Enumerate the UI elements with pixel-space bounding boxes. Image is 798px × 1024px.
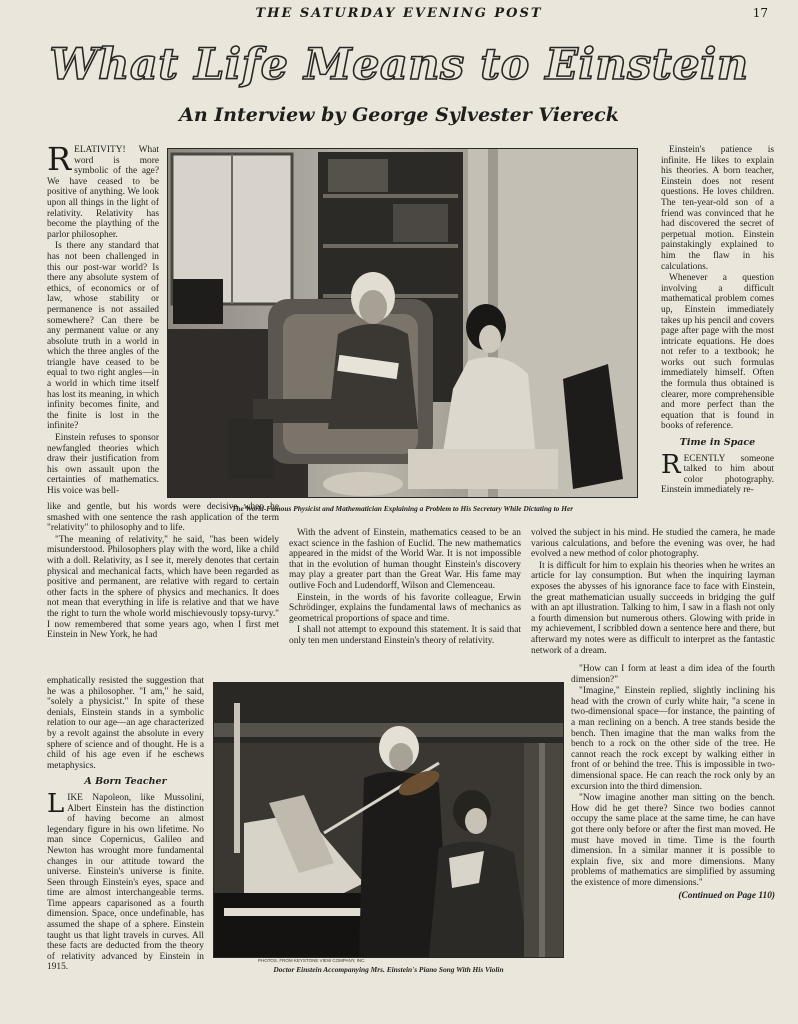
paragraph: volved the subject in his mind. He studied the camera, he made various calculations, and before the evening was over, he had evolved a new method of color photography.	[531, 528, 775, 560]
paragraph: LIKE Napoleon, like Mussolini, Albert Einstein has the distinction of having become an almost legendary figure in his own lifetime. No man since Copernicus, Galileo and Newton has wrought more fundamental changes in our attitude toward the universe. Einstein's universe is finite. Seen through Einstein's eyes, space and time are almost interchangeable terms. Time appears caparisoned as a fourth dimension. Space, once undefinable, has assumed the shape of a sphere. Einstein taught us that light travels in curves. All these facts are deducted from the theory of relativity advanced by Einstein in 1915.	[47, 788, 204, 973]
column-middle	[289, 528, 521, 668]
column-left-bottom	[47, 676, 204, 976]
paragraph: like and gentle, but his words were decisive when he smashed with one sentence the rash application of the term "relativity" to philosophy and to life.	[47, 502, 279, 534]
continued-notice: (Continued on Page 110)	[678, 891, 775, 902]
photo-caption-top: The World-Famous Physicist and Mathematician Explaining a Problem to His Secretary While Dictating to Her	[231, 504, 574, 513]
paragraph: Einstein, in the words of his favorite colleague, Erwin Schrödinger, explains the fundamental laws of mechanics as geometrical proportions of space and time.	[289, 592, 521, 624]
masthead: THE SATURDAY EVENING POST	[255, 6, 543, 21]
photo-caption-bottom: Doctor Einstein Accompanying Mrs. Einstein's Piano Song With His Violin	[273, 965, 504, 974]
column-right-bottom	[571, 664, 775, 982]
article-byline: An Interview by George Sylvester Viereck	[179, 104, 619, 126]
paragraph: "The meaning of relativity," he said, "has been widely misunderstood. Philosophers play with the word, like a child with a doll. Relativity, as I see it, merely denotes that certain physical and mechanical facts, which have been regarded as positive and permanent, are relative with regard to certain other facts in the sphere of physics and mechanics. It does not mean that everything in life is relative and that we have the right to turn the whole world mischievously topsy-turvy." I now remembered that some years ago, when I first met Einstein in New York, he had	[47, 534, 279, 641]
column-right-wide	[531, 528, 775, 660]
paragraph: Is there any standard that has not been challenged in this our post-war world? Is there any absolute system of ethics, of economics or of law, whose stability or permanence is not assailed somewhere? Can there be any permanent value or any absolute truth in a world in which the three angles of the triangle have ceased to be equal to two right angles—in a world in which time itself has lost its meaning, in which infinity becomes finite, and the finite is lost in the infinite?	[47, 241, 159, 432]
section-heading: Time in Space	[679, 437, 756, 449]
paragraph: I shall not attempt to expound this statement. It is said that only ten men understand Einstein's theory of relativity.	[289, 625, 521, 646]
drop-cap: R	[47, 145, 72, 178]
paragraph: "Imagine," Einstein replied, slightly inclining his head with the crown of curly white hair, "a scene in two-dimensional space—for instance, the painting of a man reclining on a bench. A tree stands beside the bench. Then imagine that the man walks from the bench to a rock on the other side of the tree. He cannot reach the rock except by walking either in front of or behind the tree. This is impossible in two-dimensional space. He can reach the rock only by an excursion into the third dimension.	[571, 686, 775, 792]
drop-cap: L	[47, 788, 65, 819]
column-left-wide	[47, 502, 279, 674]
page-number: 17	[752, 6, 768, 20]
column-right-top	[661, 145, 774, 522]
paragraph: Einstein's patience is infinite. He likes to explain his theories. A born teacher, Einstein does not resent questions. He loves children. The ten-year-old son of a friend was convinced that he had discovered the secret of perpetual motion. Einstein painstakingly explained to him the flaw in his calculations.	[661, 145, 774, 272]
photo-einstein-dictating	[167, 148, 638, 498]
paragraph: Einstein refuses to sponsor newfangled theories which draw their justification from his own assault upon the certainties of mathematics. His voice was bell-	[47, 433, 159, 496]
column-left-top	[47, 145, 159, 501]
paragraph: Whenever a question involving a difficult mathematical problem comes up, Einstein immediately takes up his pencil and covers page after page with the most intricate equations. He does not refer to a textbook; he works out such formulas immediately himself. Often the formula thus obtained is clearer, more comprehensible and more perfect than the equation that is found in books of reference.	[661, 273, 774, 432]
paragraph: RECENTLY someone talked to him about color photography. Einstein immediately re-	[661, 449, 774, 496]
paragraph: "How can I form at least a dim idea of the fourth dimension?"	[571, 664, 775, 685]
paragraph: It is difficult for him to explain his theories when he writes an article for lay consumption. But when the inquiring layman exposes the abysses of his ignorance face to face with Einstein, the great mathematician usually succeeds in bridging the gulf with an apt illustration. Talking to him, I saw in a flash not only a fourth dimension but numerous others. Glowing with pride in my achievement, I scribbled down a sentence here and there, but afterward my notes were as difficult to interpret as the fantastic network of a dream.	[531, 560, 775, 656]
photo-einstein-dictating-image	[168, 149, 637, 497]
drop-cap: R	[661, 449, 681, 480]
photo-einstein-violin	[213, 682, 564, 958]
photo-einstein-violin-image	[214, 683, 563, 957]
paragraph: With the advent of Einstein, mathematics ceased to be an exact science in the fashion of Euclid. The new mathematics appeared in the midst of the World War. It is not impossible that in the evolution of human thought Einstein's discovery may play a greater part than the Great War. His fame may outlive Foch and Ludendorff, Wilson and Clemenceau.	[289, 528, 521, 591]
article-title: What Life Means to Einstein	[49, 40, 749, 90]
paragraph: RELATIVITY! What word is more symbolic of the age? We have ceased to be positive of anything. We look upon all things in the light of relativity. Relativity has become the plaything of the parlor philosopher.	[47, 145, 159, 240]
photo-credit: PHOTOS. FROM KEYSTONE VIEW COMPANY, INC.	[258, 958, 366, 963]
paragraph: emphatically resisted the suggestion that he was a philosopher. "I am," he said, "solely a physicist." In spite of these denials, Einstein stands in a symbolic relation to our age—an age characterized by a revolt against the absolute in every sphere of science and of thought. He is a child of his age even if he eschews metaphysics.	[47, 676, 204, 771]
paragraph: "Now imagine another man sitting on the bench. How did he get there? Since two bodies cannot occupy the same place at the same time, he can have got there only before or after the first man moved. He must have moved in time. Time is the fourth dimension. In a similar manner it is possible to explain five, six and more dimensions. Many problems of mathematics are simplified by assuming the existence of more dimensions."	[571, 793, 775, 888]
section-heading: A Born Teacher	[84, 776, 167, 788]
